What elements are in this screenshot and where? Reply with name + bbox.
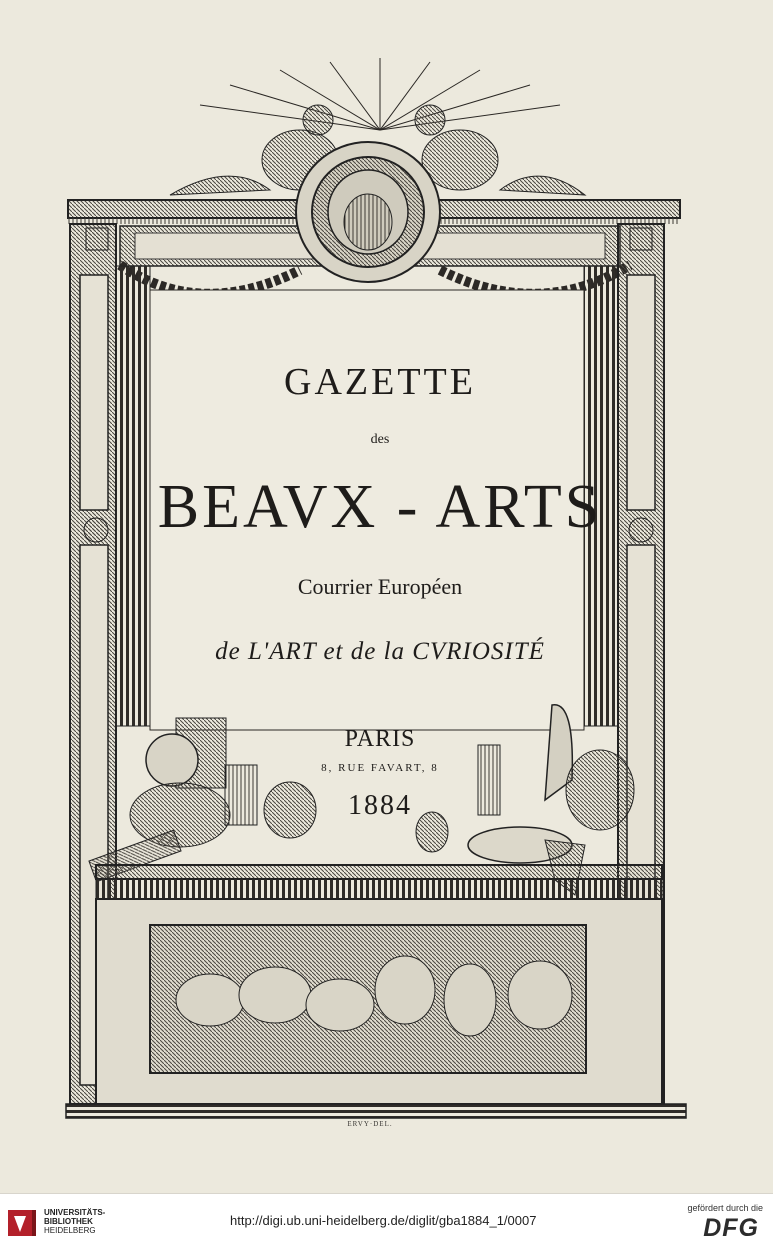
imprint-city: PARIS bbox=[344, 726, 416, 752]
funded-by-label: gefördert durch die bbox=[687, 1203, 763, 1213]
university-library-logo-icon bbox=[6, 1206, 40, 1240]
subtitle-curiosite: de L'ART et de la CVRIOSITÉ bbox=[215, 638, 545, 665]
title-des: des bbox=[370, 432, 390, 447]
library-line-1: UNIVERSITÄTS- bbox=[44, 1208, 106, 1217]
viewer-footer bbox=[0, 1193, 773, 1250]
dfg-logo: DFG bbox=[703, 1214, 759, 1242]
imprint-address: 8, RUE FAVART, 8 bbox=[321, 762, 439, 774]
sun-rays bbox=[200, 58, 560, 130]
engraver-signature: ERVY·DEL. bbox=[347, 1120, 393, 1128]
library-name bbox=[44, 1208, 105, 1235]
imprint-year: 1884 bbox=[348, 790, 412, 821]
library-line-3: HEIDELBERG bbox=[44, 1226, 96, 1235]
title-beaux-arts: BEAVX - ARTS bbox=[157, 473, 603, 541]
title-gazette: GAZETTE bbox=[284, 361, 476, 403]
portrait-medallion bbox=[296, 142, 440, 282]
library-line-2: BIBLIOTHEK bbox=[44, 1217, 93, 1226]
permalink-url[interactable]: http://digi.ub.uni-heidelberg.de/diglit/gba1884_1/0007 bbox=[230, 1213, 537, 1228]
subtitle-courrier: Courrier Européen bbox=[297, 574, 463, 599]
